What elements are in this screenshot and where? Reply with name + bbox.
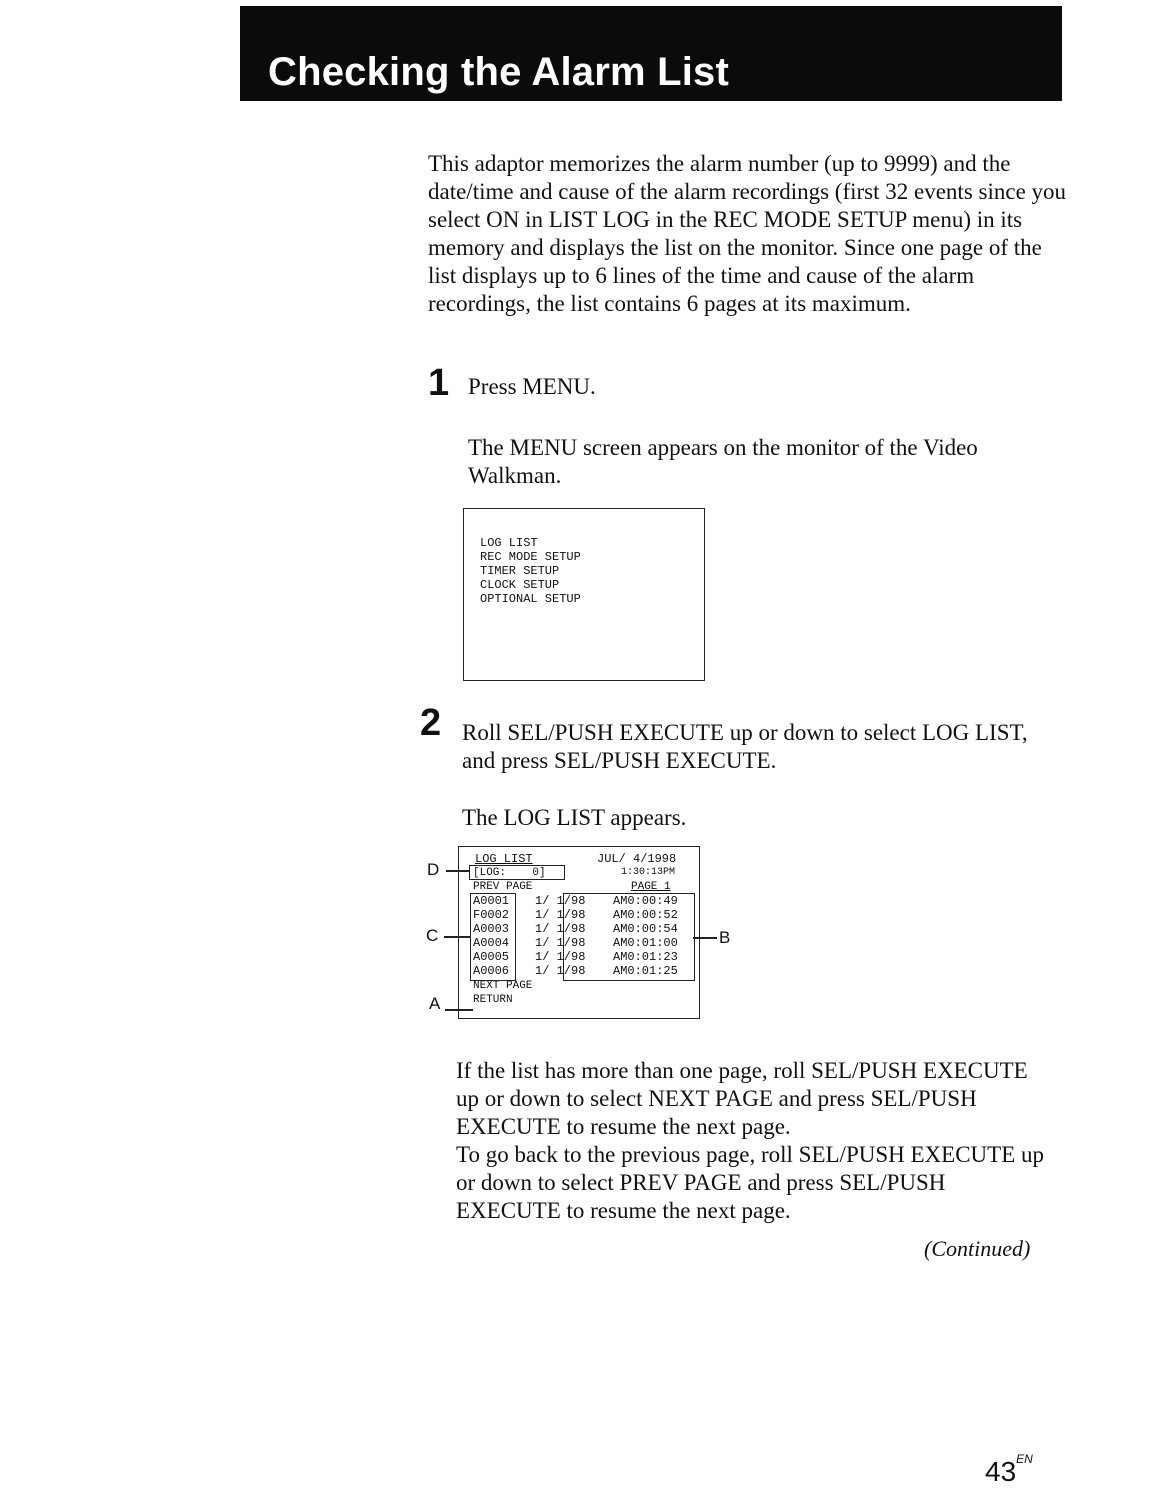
step-1-result: The MENU screen appears on the monitor of the Video Walkman.: [468, 435, 978, 488]
return-label: RETURN: [473, 994, 513, 1006]
log-row-time: AM0:00:54: [613, 922, 678, 936]
menu-item: LOG LIST: [480, 536, 538, 550]
log-title: LOG LIST: [475, 852, 533, 866]
log-counter-box: [469, 865, 565, 880]
log-row-time: AM0:00:52: [613, 908, 678, 922]
page-title: Checking the Alarm List: [268, 50, 729, 94]
callout-d: D: [427, 860, 440, 879]
menu-item: REC MODE SETUP: [480, 550, 581, 564]
step-2-instruction: Roll SEL/PUSH EXECUTE up or down to select LOG LIST, and press SEL/PUSH EXECUTE.: [462, 720, 1028, 773]
log-date: JUL/ 4/1998: [597, 852, 677, 866]
menu-screen: [463, 508, 705, 681]
date-time-box: [563, 893, 695, 981]
callout-a: A: [429, 994, 441, 1013]
prev-page-instructions: To go back to the previous page, roll SEL/PUSH EXECUTE up or down to select PREV PAGE and press SEL/PUSH EXECUTE to resume the next page.: [456, 1142, 1045, 1223]
log-row-date: 1/ 1/98: [535, 950, 586, 964]
menu-item: TIMER SETUP: [480, 564, 560, 578]
next-page-label: NEXT PAGE: [473, 980, 533, 992]
callout-d-line: [446, 870, 470, 872]
page-number: [985, 1452, 1033, 1488]
continued-note: (Continued): [924, 1236, 1031, 1261]
menu-item: CLOCK SETUP: [480, 578, 560, 592]
log-row-id: A0003: [473, 922, 510, 936]
log-time: 1:30:13PM: [621, 867, 676, 878]
menu-item: OPTIONAL SETUP: [480, 592, 581, 606]
intro-paragraph: [428, 150, 1068, 318]
log-row-date: 1/ 1/98: [535, 894, 586, 908]
intro-text: This adaptor memorizes the alarm number (up to 9999) and the date/time and cause of the alarm recordings (first 32 events since you select ON in LIST LOG in the REC MODE SETUP menu) in its memory and displays the list on the monitor. Since one page of the list displays up to 6 lines of the time and cause of the alarm recordings, the list contains 6 pages at its maximum.: [428, 151, 1067, 316]
step-2-number: 2: [420, 702, 442, 744]
callout-b-line: [693, 937, 717, 939]
log-counter: [LOG: 0]: [473, 867, 546, 879]
callout-a-line: [445, 1009, 473, 1011]
callout-c: C: [426, 926, 439, 945]
log-row-time: AM0:01:25: [613, 964, 678, 978]
log-row-date: 1/ 1/98: [535, 964, 586, 978]
alarm-id-box: [470, 893, 516, 981]
log-list-screen: [458, 846, 700, 1019]
callout-c-line: [444, 936, 470, 938]
log-row-id: A0004: [473, 936, 510, 950]
log-row-id: A0005: [473, 950, 510, 964]
log-row-time: AM0:01:00: [613, 936, 678, 950]
log-row-id: A0001: [473, 894, 510, 908]
prev-page-label: PREV PAGE: [473, 881, 533, 893]
step-1-instruction: Press MENU.: [468, 374, 596, 399]
log-row-date: 1/ 1/98: [535, 936, 586, 950]
page-number-suffix: EN: [1016, 1452, 1033, 1466]
log-row-time: AM0:00:49: [613, 894, 678, 908]
step-2-result: The LOG LIST appears.: [462, 805, 687, 830]
log-row-date: 1/ 1/98: [535, 922, 586, 936]
page-indicator: PAGE 1: [631, 881, 671, 893]
next-page-instructions: If the list has more than one page, roll SEL/PUSH EXECUTE up or down to select NEXT PAGE and press SEL/PUSH EXECUTE to resume the next page.: [456, 1058, 1028, 1139]
log-row-time: AM0:01:23: [613, 950, 678, 964]
menu-list: [480, 536, 581, 606]
callout-b: B: [719, 928, 731, 947]
header-bar: [240, 6, 1062, 101]
log-row-date: 1/ 1/98: [535, 908, 586, 922]
step-1-number: 1: [428, 362, 450, 404]
log-row-id: A0006: [473, 964, 510, 978]
page-number-value: 43: [985, 1456, 1017, 1487]
log-row-id: F0002: [473, 908, 510, 922]
